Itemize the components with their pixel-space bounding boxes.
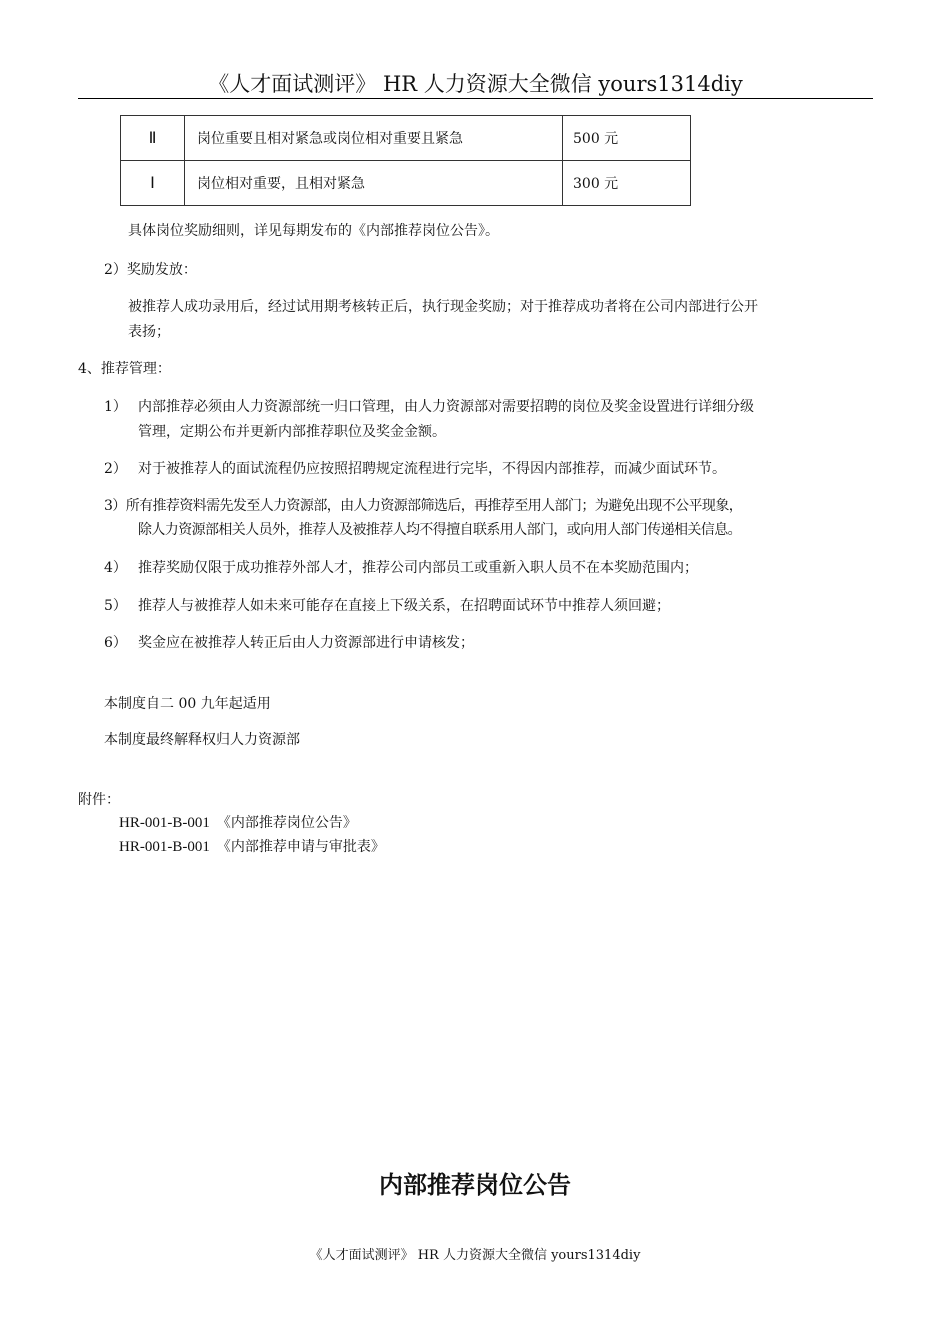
reward-issue-line2: 表扬；	[128, 324, 170, 340]
page-header: 《人才面试测评》 HR 人力资源大全微信 yours1314diy	[208, 72, 743, 96]
table-row	[121, 116, 691, 161]
item-text: 奖金应在被推荐人转正后由人力资源部进行申请核发；	[138, 635, 474, 651]
reward-table	[120, 115, 691, 206]
attachments-label: 附件：	[78, 792, 120, 808]
attachment-item	[119, 836, 385, 859]
item-number: 2）	[104, 461, 127, 477]
detail-note: 具体岗位奖励细则，详见每期发布的《内部推荐岗位公告》。	[128, 223, 499, 239]
header-divider	[78, 98, 873, 99]
list-item	[104, 631, 474, 655]
amount-cell: 300 元	[563, 161, 691, 206]
page-footer: 《人才面试测评》 HR 人力资源大全微信 yours1314diy	[309, 1248, 641, 1263]
level-cell: Ⅱ	[121, 116, 185, 161]
list-item	[104, 594, 670, 618]
item-text: 所有推荐资料需先发至人力资源部，由人力资源部筛选后，再推荐至用人部门；为避免出现不公平现象，	[125, 498, 743, 514]
attachment-title: 《内部推荐申请与审批表》	[216, 840, 385, 855]
reward-issue-line1: 被推荐人成功录用后，经过试用期考核转正后，执行现金奖励；对于推荐成功者将在公司内部进行公开	[128, 299, 758, 315]
item-text: 推荐人与被推荐人如未来可能存在直接上下级关系，在招聘面试环节中推荐人须回避；	[138, 598, 670, 614]
table-row	[121, 161, 691, 206]
item-text: 推荐奖励仅限于成功推荐外部人才，推荐公司内部员工或重新入职人员不在本奖励范围内；	[138, 560, 698, 576]
section-title: 内部推荐岗位公告	[379, 1171, 571, 1199]
management-heading: 4、推荐管理：	[78, 361, 171, 377]
list-item	[104, 556, 698, 580]
attachment-title: 《内部推荐岗位公告》	[216, 816, 357, 831]
list-item	[104, 457, 726, 481]
item-text-continued: 除人力资源部相关人员外，推荐人及被推荐人均不得擅自联系用人部门，或向用人部门传递相关信息。	[138, 522, 741, 538]
description-cell: 岗位重要且相对紧急或岗位相对重要且紧急	[185, 116, 563, 161]
reward-issue-heading: 2）奖励发放：	[104, 262, 197, 278]
attachment-code: HR-001-B-001	[119, 839, 210, 855]
interpretation-note: 本制度最终解释权归人力资源部	[104, 732, 300, 748]
effective-note: 本制度自二 00 九年起适用	[104, 696, 271, 712]
level-cell: Ⅰ	[121, 161, 185, 206]
amount-cell: 500 元	[563, 116, 691, 161]
item-text: 内部推荐必须由人力资源部统一归口管理，由人力资源部对需要招聘的岗位及奖金设置进行详细分级	[138, 399, 754, 415]
item-number: 4）	[104, 560, 127, 576]
item-number: 3）	[104, 498, 126, 514]
description-cell: 岗位相对重要，且相对紧急	[185, 161, 563, 206]
item-number: 6）	[104, 635, 127, 651]
item-number: 1）	[104, 399, 127, 415]
list-item	[104, 494, 742, 518]
item-number: 5）	[104, 598, 127, 614]
attachment-code: HR-001-B-001	[119, 815, 210, 831]
list-item	[104, 395, 754, 419]
item-text-continued: 管理，定期公布并更新内部推荐职位及奖金金额。	[138, 424, 446, 440]
item-text: 对于被推荐人的面试流程仍应按照招聘规定流程进行完毕，不得因内部推荐，而减少面试环节。	[138, 461, 726, 477]
attachment-item	[119, 812, 357, 835]
